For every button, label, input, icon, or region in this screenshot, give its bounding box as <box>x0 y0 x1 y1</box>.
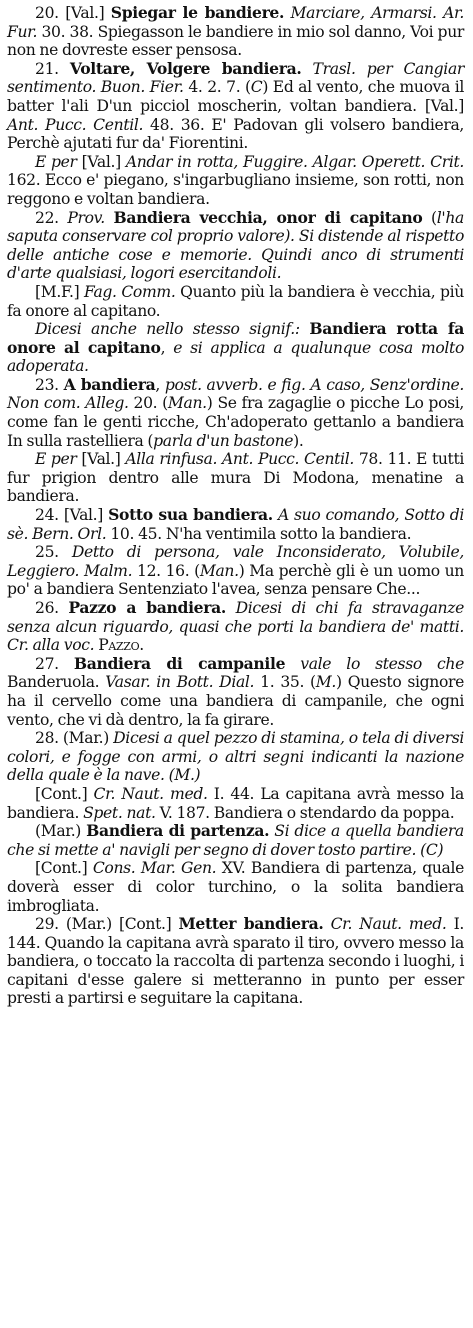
text-run: ) Ed al vento, che muova il batter l'ali D'un picciol moscherin, voltan bandiera. [Val.] <box>7 78 464 115</box>
text-run: 29. (Mar.) [Cont.] <box>35 915 179 934</box>
text-run: 12. 16. ( <box>132 561 200 580</box>
text-run: Quanto più la bandiera è vecchia, più fa onore al capitano. <box>7 282 464 320</box>
smallcaps-ref: Pazzo. <box>98 636 144 655</box>
text-run: 22. <box>35 208 68 227</box>
entry-29-metter-bandiera <box>7 915 464 1008</box>
text-run: 4. 2. 7. ( <box>183 78 251 97</box>
text-run: , <box>155 375 165 394</box>
text-run: 27. <box>35 654 74 673</box>
entry-24-sotto-sua-bandiera <box>7 506 464 543</box>
headword: A bandiera <box>63 374 156 394</box>
headword: Pazzo a bandiera. <box>68 598 226 617</box>
entry-22-bandiera-rotta <box>7 320 464 376</box>
italic-text: E per <box>35 152 77 171</box>
italic-text: Si dice a quella bandiera che si mette a' navigli per segno di dover tosto partire. (C) <box>7 822 464 859</box>
italic-text: M. <box>315 673 337 692</box>
text-run: [Val.] <box>76 152 126 171</box>
entry-23-alla-rinfusa <box>7 450 464 506</box>
entry-28-cons-mar-gen <box>7 859 464 915</box>
italic-text: Marciare, Armarsi. Ar. Fur. <box>7 4 464 41</box>
italic-text: l'ha saputa conservare col proprio valore). Si distende al rispetto delle antiche cose e memorie. Quindi anco di strumenti d'arte qualsiasi, logori esercitandoli. <box>7 208 464 283</box>
entry-21-voltare-bandiera <box>7 60 464 153</box>
italic-text: C <box>250 78 263 97</box>
headword: Spiegar le bandiere. <box>110 3 285 22</box>
text-run: I. 44. La capitana avrà messo la bandiera. <box>7 784 465 822</box>
italic-text: E per <box>35 450 77 469</box>
italic-text: Dicesi a quel pezzo di stamina, o tela di diversi colori, e fogge con armi, o altri segni indicanti la nazione della quale è la nave. (M.) <box>7 729 465 785</box>
entry-22-bandiera-vecchia <box>7 209 464 283</box>
italic-text: Ant. Pucc. Centil. <box>7 115 144 134</box>
italic-text: Alla rinfusa. Ant. Pucc. Centil. <box>125 450 354 469</box>
italic-text: Man. <box>167 394 207 413</box>
headword: Metter bandiera. <box>178 914 324 934</box>
italic-text: Fag. Comm. <box>84 282 176 301</box>
italic-text: e si applica a qualunque cosa molto adoperata. <box>7 338 464 376</box>
entry-28-mar-definition <box>7 729 464 785</box>
text-run: [Val.] <box>76 450 126 469</box>
text-run: 10. 45. N'ha ventimila sotto la bandiera. <box>106 524 412 543</box>
italic-text: Detto di persona, vale Inconsiderato, Volubile, Leggiero. Malm. <box>7 543 464 580</box>
text-run: 24. [Val.] <box>35 506 109 525</box>
italic-text: Trasl. per Cangiar sentimento. Buon. Fier. <box>7 59 464 97</box>
italic-text: Man. <box>199 561 239 580</box>
italic-text: A suo comando, Sotto di sè. Bern. Orl. <box>7 506 464 543</box>
text-run: (Mar.) <box>35 822 87 841</box>
text-run: [Cont.] <box>35 784 94 803</box>
text-run: ) Ma perchè gli è un uomo un po' a bandiera Sentenziato l'avea, senza pensare Che... <box>7 561 465 599</box>
headword: Sotto sua bandiera. <box>108 505 273 525</box>
entry-25-detto-di-persona <box>7 543 464 599</box>
entry-26-pazzo-a-bandiera <box>7 599 464 655</box>
text-run: I. 144. Quando la capitana avrà sparato il tiro, ovvero messo la bandiera, o toccato la raccolta di partenza secondo i luoghi, i capitani d'esse galere si metteranno in punto per esser presti a partirsi e seguitare la capitana. <box>7 915 465 1008</box>
text-run: 1. 35. ( <box>254 673 316 692</box>
italic-text: post. avverb. e fig. A caso, Senz'ordine. Non com. Alleg. <box>7 375 464 413</box>
italic-text: Prov. <box>67 208 105 227</box>
text-run: ( <box>422 208 437 227</box>
headword: Bandiera vecchia, onor di capitano <box>113 207 423 227</box>
text-run: XV. Bandiera di partenza, quale doverà esser di color turchino, o la solita bandiera imbrogliata. <box>7 859 464 915</box>
text-run: 28. (Mar.) <box>35 729 114 748</box>
italic-text: parla d'un bastone <box>153 431 294 450</box>
entry-21-andar-in-rotta <box>7 153 464 209</box>
text-run <box>323 915 330 933</box>
entry-22-fag-comm <box>7 283 464 320</box>
headword: Bandiera di campanile <box>73 653 286 673</box>
text-run: ) Se fra zagaglie o picche Lo posi, come fan le genti ricche, Ch'adoperato gettanlo a bandiera In sulla rastelliera ( <box>7 394 464 450</box>
entry-20-spiegar-le-bandiere <box>7 4 464 60</box>
text-run: Banderuola. <box>7 673 106 692</box>
text-run: 162. Ecco e' piegano, s'ingarbugliano insieme, son rotti, non reggono e voltan bandiera. <box>7 171 464 208</box>
text-run: 23. <box>35 375 64 394</box>
text-run: 30. 38. Spiegasson le bandiere in mio sol danno, Voi pur non ne dovreste esser pensosa. <box>7 22 464 60</box>
entry-27-bandiera-di-campanile <box>7 655 464 729</box>
text-run: [Cont.] <box>35 859 93 878</box>
entry-28-cont-naut <box>7 785 464 822</box>
text-run <box>226 599 236 617</box>
text-run: 20. ( <box>128 394 168 413</box>
text-run: 20. [Val.] <box>35 4 111 22</box>
text-run: 48. 36. E' Padovan gli volsero bandiera, Perchè ajutati fur da' Fiorentini. <box>7 115 465 153</box>
entry-23-a-bandiera <box>7 376 464 450</box>
text-run <box>285 655 300 673</box>
text-run: 21. <box>35 59 70 78</box>
text-run: V. 187. Bandiera o stendardo da poppa. <box>155 803 455 822</box>
italic-text: Cr. Naut. med. <box>93 784 208 803</box>
text-run: 25. <box>35 543 72 562</box>
text-run: 26. <box>35 599 69 617</box>
entry-28-bandiera-di-partenza <box>7 822 464 859</box>
text-run: [M.F.] <box>35 282 85 301</box>
text-run: ) Questo signore ha il cervello come una bandiera di campanile, che ogni vento, che vi dà dentro, la fa girare. <box>7 673 464 729</box>
text-run: 78. 11. E tutti fur prigion dentro alle mura Di Modona, menatine a bandiera. <box>7 450 465 506</box>
headword: Bandiera rotta fa onore al capitano <box>7 319 464 357</box>
headword: Bandiera di partenza. <box>86 821 270 841</box>
italic-text: Dicesi anche nello stesso signif.: <box>35 320 310 339</box>
headword: Voltare, Volgere bandiera. <box>69 58 302 78</box>
text-run: , <box>160 338 174 357</box>
italic-text: Vasar. in Bott. Dial. <box>105 673 255 692</box>
italic-text: vale lo stesso che <box>300 654 464 673</box>
italic-text: Spet. nat. <box>83 803 156 822</box>
italic-text: Cr. Naut. med. <box>330 915 447 934</box>
italic-text: Dicesi di chi fa stravaganze senza alcun riguardo, quasi che porti la bandiera de' matti. Cr. alla voc. <box>7 599 464 655</box>
italic-text: Andar in rotta, Fuggire. Algar. Operett. Crit. <box>125 152 464 171</box>
italic-text: Cons. Mar. Gen. <box>92 859 217 878</box>
text-run: ). <box>293 431 304 450</box>
